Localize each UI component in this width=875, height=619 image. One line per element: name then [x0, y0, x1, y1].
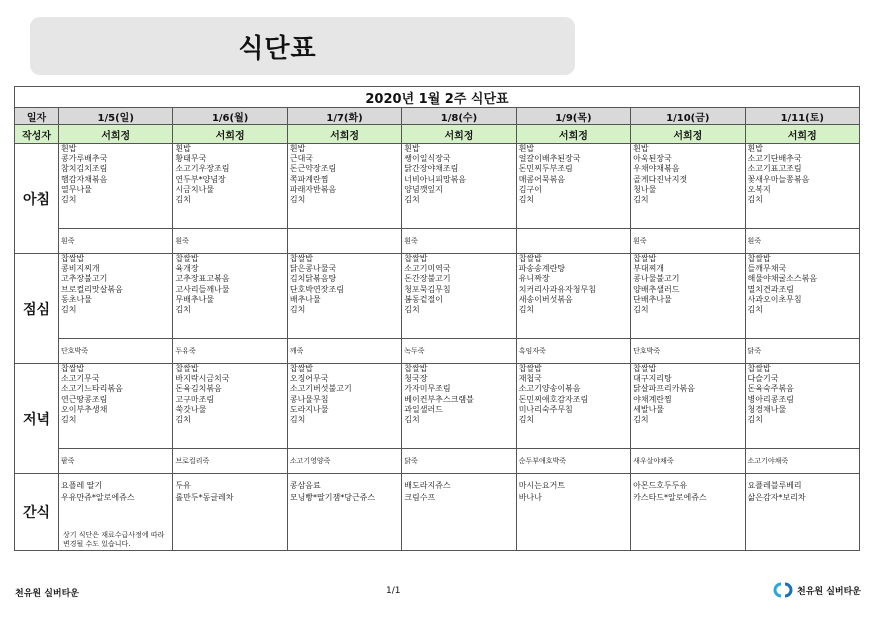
- snack-items: [519, 480, 628, 550]
- menu-item: 꽃새우마늘쫑볶음: [747, 174, 810, 184]
- menu-item: 찹쌀밥: [518, 364, 542, 373]
- snack-item: 바나나: [518, 493, 542, 502]
- menu-item: 쪽파계란찜: [289, 174, 329, 184]
- snack-content: [748, 480, 857, 550]
- snack-menu-cell: [287, 474, 401, 551]
- menu-item: 김치: [175, 195, 191, 205]
- menu-item: 찹쌀밥: [289, 364, 314, 373]
- menu-item: 참치김치조림: [61, 164, 108, 174]
- day-date: 1/7(화): [287, 108, 401, 125]
- dinner-menu-cell: [173, 364, 287, 449]
- menu-item: 소고기표고조림: [747, 164, 802, 174]
- snack-item: 우유만쥬*알로에쥬스: [61, 493, 135, 502]
- lunch-menu-cell: [173, 254, 287, 339]
- dinner-porridge: 닭죽: [402, 449, 516, 474]
- menu-item: 찹쌀밥: [404, 254, 428, 263]
- breakfast-side-row: [15, 229, 860, 254]
- snack-menu-cell: [631, 474, 745, 551]
- lunch-porridge: 단호박죽: [631, 339, 745, 364]
- menu-item: 김치: [61, 195, 77, 205]
- menu-item: 김치: [518, 415, 535, 425]
- menu-item: 찹쌀밥: [633, 364, 657, 373]
- breakfast-porridge: 흰죽: [173, 229, 287, 254]
- menu-item: 찹쌀밥: [747, 254, 771, 263]
- menu-item: 돈육숙주볶음: [747, 384, 794, 394]
- snack-content: [61, 480, 170, 550]
- menu-item: 김치: [289, 415, 306, 425]
- snack-item: 배도라지쥬스: [404, 481, 451, 490]
- breakfast-menu-cell: [631, 144, 745, 229]
- snack-content: [519, 480, 628, 550]
- day-date: 1/8(수): [402, 108, 516, 125]
- lunch-row: [15, 254, 860, 339]
- snack-menu-cell: [402, 474, 516, 551]
- page-title-banner: [30, 17, 575, 75]
- menu-item: 사과오이초무침: [747, 294, 802, 304]
- menu-item: 돈육김치볶음: [175, 384, 222, 394]
- snack-item: 두유: [175, 481, 191, 490]
- dinner-porridge: 브로컬리죽: [173, 449, 287, 474]
- menu-item: 찹쌀밥: [289, 254, 314, 263]
- menu-item: 고사리들깨나물: [175, 284, 230, 294]
- menu-item: 김치: [175, 415, 191, 425]
- menu-item: 흰밥: [61, 144, 77, 153]
- menu-item: 들깨무채국: [747, 264, 787, 274]
- menu-item: 콩비지찌개: [61, 264, 100, 274]
- menu-item: 단배추나물: [633, 294, 672, 304]
- snack-item: 마시는요거트: [518, 481, 566, 490]
- dinner-porridge: 소고기야채죽: [745, 449, 859, 474]
- menu-item: 김치닭볶음탕: [289, 274, 337, 284]
- breakfast-menu-cell: [402, 144, 516, 229]
- snack-item: 아몬드호두두유: [633, 481, 688, 490]
- breakfast-row: [15, 144, 860, 229]
- menu-item: 김치: [175, 305, 191, 315]
- footer-page-number: 1/1: [386, 586, 401, 596]
- snack-item: 크림수프: [404, 493, 436, 502]
- menu-item: 흰밥: [289, 144, 306, 153]
- caption-row: [15, 87, 860, 108]
- breakfast-menu-cell: [173, 144, 287, 229]
- day-author: 서희정: [287, 125, 401, 144]
- menu-item: 김치: [747, 415, 763, 425]
- menu-item: 찹쌀밥: [633, 254, 657, 263]
- snack-item: 삶은감자*보리차: [747, 493, 806, 502]
- menu-item: 찹쌀밥: [747, 364, 771, 373]
- menu-item: 부대찌개: [633, 264, 665, 274]
- menu-item: 연근땅콩조림: [61, 394, 108, 404]
- menu-item: 병아리콩조림: [747, 394, 794, 404]
- menu-item: 돈근약장조림: [289, 164, 337, 174]
- snack-items: [633, 480, 742, 550]
- dinner-menu-cell: [516, 364, 630, 449]
- menu-item: 근대국: [289, 154, 314, 164]
- menu-item: 치커리사과유자청무침: [518, 284, 596, 294]
- menu-item: 연두부*양념장: [175, 174, 226, 184]
- menu-item: 찹쌀밥: [404, 364, 428, 373]
- footer-org-name: 천유원 실버타운: [15, 589, 79, 599]
- menu-item: 햄감자채볶음: [61, 174, 108, 184]
- menu-item: 찹쌀밥: [61, 254, 85, 263]
- dinner-menu-cell: [631, 364, 745, 449]
- menu-item: 소고기무국: [61, 374, 100, 384]
- menu-item: 소고기버섯불고기: [289, 384, 352, 394]
- menu-item: 해물야채굴소스볶음: [747, 274, 818, 284]
- snack-item: 콩삼음료: [289, 481, 321, 490]
- logo-text: 천유원 실버타운: [797, 586, 861, 597]
- menu-item: 청국장: [404, 374, 428, 384]
- lunch-menu-cell: [287, 254, 401, 339]
- breakfast-porridge: 흰죽: [631, 229, 745, 254]
- menu-item: 열무나물: [61, 184, 92, 194]
- menu-item: 오징어무국: [289, 374, 329, 384]
- menu-item: 닭살파프리카볶음: [633, 384, 695, 394]
- dinner-row: [15, 364, 860, 449]
- snack-content: [290, 480, 399, 550]
- snack-items: [404, 480, 513, 550]
- menu-item: 바지락시금치국: [175, 374, 230, 384]
- dinner-menu-cell: [402, 364, 516, 449]
- snack-content: [633, 480, 742, 550]
- day-date: 1/9(목): [516, 108, 630, 125]
- lunch-side-row: [15, 339, 860, 364]
- menu-item: 찹쌀밥: [61, 364, 85, 373]
- snack-content: [404, 480, 513, 550]
- logo-icon: [772, 581, 794, 599]
- menu-item: 김치: [289, 195, 306, 205]
- menu-item: 콩나물무침: [289, 394, 329, 404]
- breakfast-porridge: [516, 229, 630, 254]
- menu-item: 도라지나물: [289, 404, 329, 414]
- menu-item: 배추나물: [289, 294, 321, 304]
- lunch-porridge: 단호박죽: [59, 339, 173, 364]
- menu-item: 세발나물: [633, 404, 665, 414]
- menu-item: 흰밥: [404, 144, 420, 153]
- day-author: 서희정: [745, 125, 859, 144]
- menu-item: 매콤어묵볶음: [518, 174, 566, 184]
- breakfast-menu-cell: [745, 144, 859, 229]
- menu-item: 흰밥: [747, 144, 763, 153]
- lunch-porridge: 두유죽: [173, 339, 287, 364]
- menu-item: 김치: [404, 195, 420, 205]
- menu-item: 오복지: [747, 184, 771, 194]
- menu-item: 대구지리탕: [633, 374, 672, 384]
- date-label: 일자: [15, 108, 59, 125]
- menu-item: 김치: [289, 305, 306, 315]
- lunch-porridge: 흑임자죽: [516, 339, 630, 364]
- menu-item: 콩가루배추국: [61, 154, 108, 164]
- breakfast-menu-cell: [516, 144, 630, 229]
- menu-item: 소고기우장조림: [175, 164, 230, 174]
- menu-item: 양배추샐러드: [633, 284, 680, 294]
- menu-item: 돈민찌두부조림: [518, 164, 573, 174]
- menu-item: 파래자반볶음: [289, 184, 337, 194]
- menu-item: 소고기단배추국: [747, 154, 802, 164]
- snack-item: 모닝빵*딸기잼*당근쥬스: [289, 493, 376, 502]
- menu-item: 김치: [518, 305, 535, 315]
- breakfast-porridge: 흰죽: [402, 229, 516, 254]
- breakfast-porridge: 흰죽: [745, 229, 859, 254]
- day-date: 1/5(일): [59, 108, 173, 125]
- menu-item: 김치: [61, 305, 77, 315]
- snack-items: [61, 480, 170, 531]
- menu-item: 오이부추생채: [61, 404, 108, 414]
- menu-change-note: 상기 식단은 재료수급사정에 따라 변경될 수도 있습니다.: [63, 531, 165, 548]
- snack-menu-cell: [173, 474, 287, 551]
- author-row: [15, 125, 860, 144]
- menu-item: 소고기느타리볶음: [61, 384, 123, 394]
- menu-item: 파송송계란탕: [518, 264, 566, 274]
- menu-item: 단호박연잣조림: [289, 284, 344, 294]
- menu-item: 쌩이일식장국: [404, 154, 451, 164]
- lunch-label: 점심: [15, 254, 59, 364]
- menu-item: 육개장: [175, 264, 199, 274]
- menu-item: 흰밥: [633, 144, 649, 153]
- dinner-menu-cell: [287, 364, 401, 449]
- lunch-porridge: 깨죽: [287, 339, 401, 364]
- menu-item: 재첩국: [518, 374, 542, 384]
- menu-item: 멸치견과조림: [747, 284, 794, 294]
- menu-item: 무배추나물: [175, 294, 215, 304]
- lunch-menu-cell: [516, 254, 630, 339]
- menu-item: 김치: [633, 415, 649, 425]
- menu-item: 김치: [404, 415, 420, 425]
- menu-item: 골게다진낙지젓: [633, 174, 688, 184]
- snack-menu-cell: [516, 474, 630, 551]
- menu-item: 새송이버섯볶음: [518, 294, 573, 304]
- snack-items: [175, 480, 284, 550]
- snack-menu-cell: [59, 474, 173, 551]
- snack-items: [290, 480, 399, 550]
- menu-item: 브로컬리맛살볶음: [61, 284, 123, 294]
- menu-item: 과일샐러드: [404, 404, 443, 414]
- footer-logo: [772, 581, 861, 599]
- menu-item: 쑥갓나물: [175, 404, 207, 414]
- menu-item: 닭은콩나물국: [289, 264, 337, 274]
- menu-item: 봄동겉절이: [404, 294, 443, 304]
- menu-item: 콩나물불고기: [633, 274, 680, 284]
- menu-item: 김치: [61, 415, 77, 425]
- menu-item: 고추장불고기: [61, 274, 108, 284]
- dinner-menu-cell: [59, 364, 173, 449]
- snack-item: 롤만두*동글레차: [175, 493, 234, 502]
- breakfast-menu-cell: [59, 144, 173, 229]
- breakfast-porridge: 흰죽: [59, 229, 173, 254]
- day-author: 서희정: [59, 125, 173, 144]
- menu-table: [14, 86, 860, 551]
- menu-item: 찹쌀밥: [175, 254, 199, 263]
- day-date: 1/11(토): [745, 108, 859, 125]
- menu-item: 우채야채볶음: [633, 164, 680, 174]
- menu-item: 얼갈이배추된장국: [518, 154, 581, 164]
- page-title: 식단표: [238, 33, 317, 64]
- menu-item: 김치: [747, 305, 763, 315]
- snack-menu-cell: [745, 474, 859, 551]
- menu-item: 베이컨부추스크램블: [404, 394, 474, 404]
- snack-item: 요플레블루베리: [747, 481, 802, 490]
- dinner-porridge: 팥죽: [59, 449, 173, 474]
- menu-item: 고구마조림: [175, 394, 215, 404]
- menu-item: 김치: [633, 195, 649, 205]
- lunch-menu-cell: [631, 254, 745, 339]
- snack-label: 간식: [15, 474, 59, 551]
- menu-item: 소고기양송이볶음: [518, 384, 581, 394]
- breakfast-porridge: [287, 229, 401, 254]
- lunch-porridge: 녹두죽: [402, 339, 516, 364]
- lunch-porridge: 닭죽: [745, 339, 859, 364]
- menu-item: 소고기미역국: [404, 264, 451, 274]
- menu-item: 너비아니피망볶음: [404, 174, 467, 184]
- menu-item: 황태무국: [175, 154, 207, 164]
- menu-item: 흰밥: [175, 144, 191, 153]
- menu-item: 미나리숙주무침: [518, 404, 573, 414]
- snack-items: [748, 480, 857, 550]
- dinner-porridge: 소고기영양죽: [287, 449, 401, 474]
- snack-item: 요플레 딸기: [61, 481, 103, 490]
- snack-content: [175, 480, 284, 550]
- menu-item: 고추장표고볶음: [175, 274, 230, 284]
- breakfast-label: 아침: [15, 144, 59, 254]
- menu-item: 시금치나물: [175, 184, 215, 194]
- menu-item: 찹쌀밥: [175, 364, 199, 373]
- day-author: 서희정: [631, 125, 745, 144]
- menu-item: 가자미무조림: [404, 384, 451, 394]
- menu-item: 청포묵김무침: [404, 284, 451, 294]
- day-author: 서희정: [402, 125, 516, 144]
- menu-item: 김치: [518, 195, 535, 205]
- lunch-menu-cell: [402, 254, 516, 339]
- dinner-menu-cell: [745, 364, 859, 449]
- menu-item: 김치: [633, 305, 649, 315]
- menu-item: 김구이: [518, 184, 542, 194]
- date-row: [15, 108, 860, 125]
- table-caption: 2020년 1월 2주 식단표: [15, 87, 860, 108]
- author-label: 작성자: [15, 125, 59, 144]
- menu-item: 아욱된장국: [633, 154, 672, 164]
- menu-item: 야채계란찜: [633, 394, 672, 404]
- menu-item: 흰밥: [518, 144, 535, 153]
- menu-item: 김치: [747, 195, 763, 205]
- menu-item: 유니짜장: [518, 274, 550, 284]
- menu-item: 김치: [404, 305, 420, 315]
- lunch-menu-cell: [59, 254, 173, 339]
- dinner-porridge: 새우살야채죽: [631, 449, 745, 474]
- dinner-porridge: 순두부애호박죽: [516, 449, 630, 474]
- menu-item: 돈간장불고기: [404, 274, 451, 284]
- menu-item: 청경채나물: [747, 404, 787, 414]
- dinner-side-row: [15, 449, 860, 474]
- menu-item: 양념깻잎지: [404, 184, 443, 194]
- menu-item: 찹쌀밥: [518, 254, 542, 263]
- snack-row: [15, 474, 860, 551]
- dinner-label: 저녁: [15, 364, 59, 474]
- day-date: 1/10(금): [631, 108, 745, 125]
- menu-item: 동초나물: [61, 294, 92, 304]
- menu-item: 닭간장야채조림: [404, 164, 459, 174]
- day-author: 서희정: [516, 125, 630, 144]
- menu-item: 돈민찌애호감자조림: [518, 394, 589, 404]
- menu-item: 다슬기국: [747, 374, 779, 384]
- lunch-menu-cell: [745, 254, 859, 339]
- breakfast-menu-cell: [287, 144, 401, 229]
- day-author: 서희정: [173, 125, 287, 144]
- menu-item: 청나물: [633, 184, 657, 194]
- snack-item: 카스타드*알로에쥬스: [633, 493, 707, 502]
- day-date: 1/6(월): [173, 108, 287, 125]
